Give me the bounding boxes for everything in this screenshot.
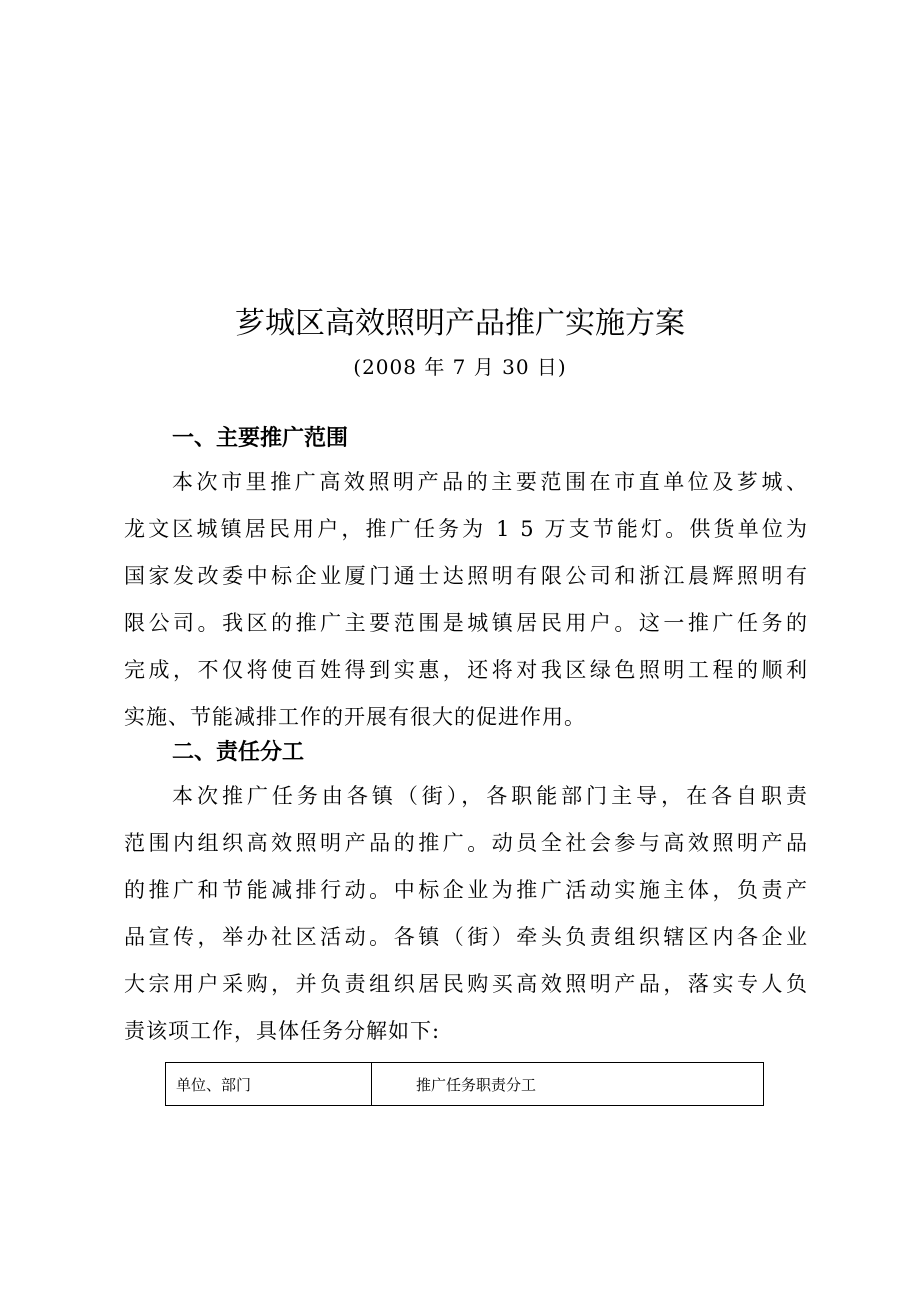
paragraph-line: 本次市里推广高效照明产品的主要范围在市直单位及芗城、 bbox=[172, 470, 808, 494]
paragraph-line: 责该项工作，具体任务分解如下: bbox=[124, 1019, 441, 1043]
table-header-unit: 单位、部门 bbox=[166, 1063, 372, 1106]
section-paragraph-scope bbox=[124, 459, 808, 741]
section-paragraph-responsibility bbox=[124, 773, 808, 1055]
paragraph-line: 品宣传，举办社区活动。各镇（街）牵头负责组织辖区内各企业 bbox=[124, 925, 808, 949]
paragraph-line: 的推广和节能减排行动。中标企业为推广活动实施主体，负责产 bbox=[124, 878, 808, 902]
paragraph-line: 本次推广任务由各镇（街），各职能部门主导，在各自职责 bbox=[172, 784, 808, 808]
paragraph-line: 范围内组织高效照明产品的推广。动员全社会参与高效照明产品 bbox=[124, 831, 808, 855]
section-heading-responsibility: 二、责任分工 bbox=[172, 740, 305, 765]
paragraph-line: 国家发改委中标企业厦门通士达照明有限公司和浙江晨辉照明有 bbox=[124, 564, 808, 588]
document-title: 芗城区高效照明产品推广实施方案 bbox=[235, 306, 685, 341]
paragraph-line: 限公司。我区的推广主要范围是城镇居民用户。这一推广任务的 bbox=[124, 611, 808, 635]
paragraph-line: 实施、节能减排工作的开展有很大的促进作用。 bbox=[124, 705, 586, 729]
table-header-duty: 推广任务职责分工 bbox=[372, 1063, 764, 1106]
document-date: (2008 年 7 月 30 日) bbox=[353, 355, 567, 379]
section-heading-scope: 一、主要推广范围 bbox=[172, 426, 349, 451]
paragraph-line: 大宗用户采购，并负责组织居民购买高效照明产品，落实专人负 bbox=[124, 972, 808, 996]
table-header-row bbox=[166, 1063, 764, 1106]
paragraph-line: 完成，不仅将使百姓得到实惠，还将对我区绿色照明工程的顺利 bbox=[124, 658, 808, 682]
task-table bbox=[165, 1062, 764, 1106]
paragraph-line: 龙文区城镇居民用户，推广任务为 1 5 万支节能灯。供货单位为 bbox=[124, 517, 808, 541]
